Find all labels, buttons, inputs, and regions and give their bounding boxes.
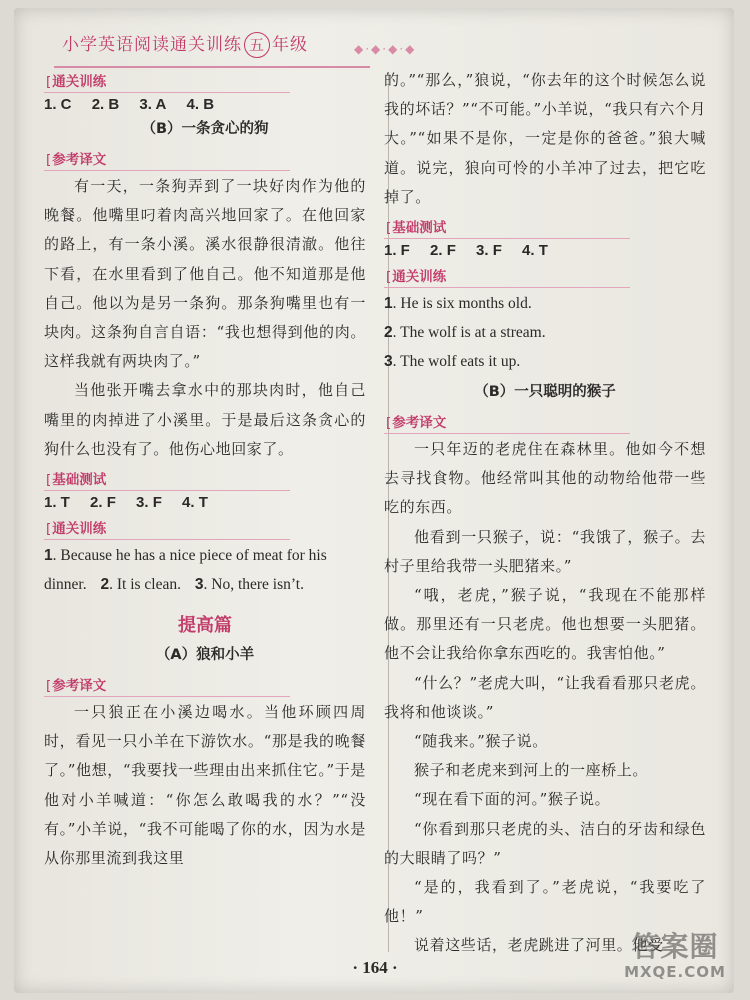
section-tag-tongguan: [ 通关训练 bbox=[40, 517, 110, 537]
story-paragraph: 一只年迈的老虎住在森林里。他如今不想去寻找食物。他经常叫其他的动物给他带一些吃的东西。 bbox=[384, 440, 706, 517]
story-title: （B）一条贪心的狗 bbox=[141, 121, 269, 137]
watermark-text: 答案圈 bbox=[631, 930, 719, 963]
answer-number: 1 bbox=[44, 547, 53, 565]
english-answers bbox=[44, 541, 366, 599]
answer-text: . It is clean. bbox=[109, 576, 182, 594]
page-number: · 164 · bbox=[352, 958, 398, 977]
grade-badge: 五 bbox=[244, 32, 270, 58]
answer-item: 4. T bbox=[522, 242, 548, 260]
story-title: （A）狼和小羊 bbox=[155, 647, 255, 664]
answer-text: . The wolf is at a stream. bbox=[392, 324, 546, 342]
answer-number: 3 bbox=[194, 576, 204, 594]
section-tag-translation: [ 参考译文 bbox=[40, 148, 110, 168]
story-title: （B）一只聪明的猴子 bbox=[474, 384, 616, 401]
story-paragraph: “你看到那只老虎的头、洁白的牙齿和绿色的大眼睛了吗？” bbox=[384, 819, 706, 867]
answer-row bbox=[384, 318, 706, 347]
section-tag-tongguan: [ 通关训练 bbox=[380, 265, 450, 285]
answer-number: 2 bbox=[384, 324, 393, 342]
header-title-pre: 小学英语阅读通关训练 bbox=[62, 35, 242, 55]
answer-line bbox=[44, 96, 366, 113]
story-paragraph: “什么？”老虎大叫，“让我看看那只老虎。我将和他谈谈。” bbox=[384, 673, 706, 721]
section-tag-tongguan: [ 通关训练 bbox=[40, 70, 110, 90]
header-decoration: ◆·◆·◆·◆ bbox=[354, 42, 417, 56]
left-column bbox=[44, 66, 366, 873]
story-paragraph: “是的，我看到了。”老虎说，“我要吃了他！” bbox=[384, 878, 706, 926]
answer-row bbox=[384, 347, 706, 376]
watermark-url: MXQE.COM bbox=[624, 963, 726, 981]
answer-text: . No, there isn’t. bbox=[203, 576, 304, 594]
right-column bbox=[384, 66, 706, 961]
answer-item: 2. F bbox=[90, 494, 116, 512]
answer-item: 2. F bbox=[430, 242, 456, 260]
answer-number: 1 bbox=[384, 295, 393, 313]
answer-line bbox=[384, 242, 706, 259]
answer-text: . The wolf eats it up. bbox=[392, 353, 521, 371]
book-header-title bbox=[62, 30, 308, 58]
story-paragraph: 一只狼正在小溪边喝水。当他环顾四周时，看见一只小羊在下游饮水。“那是我的晚餐了。”他想，“我要找一些理由出来抓住它。”于是他对小羊喊道：“你怎么敢喝我的水？”“没有。”小羊说，“我不可能喝了你的水，因为水是从你那里流到我这里 bbox=[44, 703, 366, 868]
story-paragraph: “哦，老虎，”猴子说，“我现在不能那样做。那里还有一只老虎。他也想要一头肥猪。他不会让我给你拿东西吃的。我害怕他。” bbox=[384, 586, 706, 663]
section-heading: 提高篇 bbox=[178, 615, 232, 637]
story-paragraph: 说着这些话，老虎跳进了河里。他受 bbox=[414, 936, 664, 955]
answer-item: 3. F bbox=[136, 494, 162, 512]
answer-number: 2 bbox=[100, 576, 110, 594]
answer-item: 4. T bbox=[182, 494, 208, 512]
answer-text: . He is six months old. bbox=[392, 295, 532, 313]
section-tag-jichu: [ 基础测试 bbox=[40, 468, 110, 488]
story-paragraph: 猴子和老虎来到河上的一座桥上。 bbox=[414, 761, 649, 780]
answer-item: 3. A bbox=[139, 96, 167, 113]
answer-item: 1. T bbox=[44, 494, 70, 512]
answer-line bbox=[44, 494, 366, 511]
answer-item: 1. C bbox=[44, 96, 72, 113]
section-tag-translation: [ 参考译文 bbox=[380, 411, 450, 431]
answer-text: . Because he has a nice piece of meat for his dinner. bbox=[44, 547, 327, 594]
answer-item: 3. F bbox=[476, 242, 502, 260]
story-paragraph: 他看到一只猴子，说：“我饿了，猴子。去村子里给我带一头肥猪来。” bbox=[384, 527, 706, 575]
answer-number: 3 bbox=[384, 353, 393, 371]
story-paragraph: “现在看下面的河。”猴子说。 bbox=[414, 790, 611, 809]
story-paragraph-continued: 的。”“那么，”狼说，“你去年的这个时候怎么说我的坏话？”“不可能。”小羊说，“我只有六个月大。”“如果不是你，一定是你的爸爸。”狼大喊道。说完，狼向可怜的小羊冲了过去，把它吃掉了。 bbox=[384, 71, 706, 206]
watermark-logo bbox=[610, 925, 740, 995]
answer-item: 1. F bbox=[384, 242, 410, 260]
answer-row bbox=[384, 289, 706, 318]
english-answers bbox=[384, 289, 706, 376]
answer-item: 4. B bbox=[186, 96, 215, 113]
story-paragraph: 当他张开嘴去拿水中的那块肉时，他自己嘴里的肉掉进了小溪里。于是最后这条贪心的狗什么也没有了。他伤心地回家了。 bbox=[44, 381, 366, 458]
section-tag-jichu: [ 基础测试 bbox=[380, 216, 450, 236]
header-title-post: 年级 bbox=[272, 35, 308, 55]
story-paragraph: “随我来。”猴子说。 bbox=[414, 732, 548, 751]
section-tag-translation: [ 参考译文 bbox=[40, 674, 110, 694]
answer-item: 2. B bbox=[91, 96, 120, 113]
story-paragraph: 有一天，一条狗弄到了一块好肉作为他的晚餐。他嘴里叼着肉高兴地回家了。在他回家的路上，有一条小溪。溪水很静很清澈。他往下看，在水里看到了他自己。他不知道那是他自己。他以为是另一条狗。那条狗嘴里也有一块肉。这条狗自言自语：“我也想得到他的肉。这样我就有两块肉了。” bbox=[44, 177, 366, 371]
